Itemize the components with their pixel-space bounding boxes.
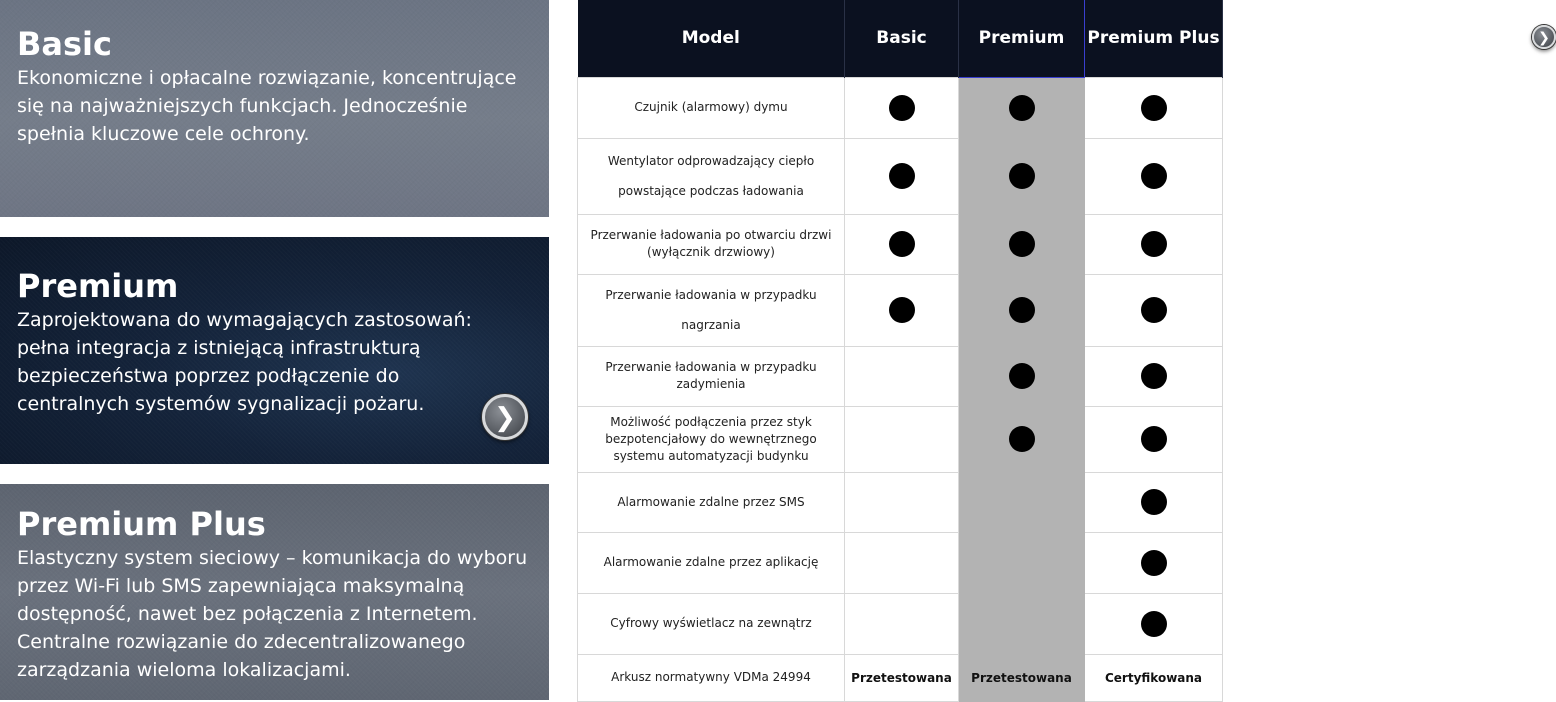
table-row <box>578 214 1223 274</box>
table-header-row <box>578 0 1223 77</box>
cell-premium <box>959 532 1085 593</box>
status-text: Przetestowana <box>971 670 1072 685</box>
feature-label: Przerwanie ładowania w przypadku zadymienia <box>578 346 845 406</box>
cell-plus <box>1085 214 1223 274</box>
cell-plus <box>1085 138 1223 214</box>
cell-premium <box>959 214 1085 274</box>
feature-label: Przerwanie ładowania po otwarciu drzwi (wyłącznik drzwiowy) <box>578 214 845 274</box>
cell-plus <box>1085 654 1223 701</box>
cell-plus <box>1085 274 1223 346</box>
comparison-table <box>577 0 1550 700</box>
cell-premium <box>959 138 1085 214</box>
table-row <box>578 406 1223 472</box>
filled-dot-icon <box>1141 363 1167 389</box>
cell-basic <box>845 472 959 532</box>
cell-plus <box>1085 77 1223 138</box>
cell-basic <box>845 346 959 406</box>
cell-premium <box>959 346 1085 406</box>
feature-label: Cyfrowy wyświetlacz na zewnątrz <box>578 593 845 654</box>
cell-premium <box>959 472 1085 532</box>
filled-dot-icon <box>1141 297 1167 323</box>
feature-label: Arkusz normatywny VDMa 24994 <box>578 654 845 701</box>
filled-dot-icon <box>1141 489 1167 515</box>
card-premium-plus-title: Premium Plus <box>17 505 266 543</box>
card-basic-title: Basic <box>17 25 112 63</box>
card-basic <box>0 0 549 217</box>
header-premium: Premium <box>959 0 1085 77</box>
chevron-right-icon: ❯ <box>1538 28 1550 45</box>
filled-dot-icon <box>1141 550 1167 576</box>
cell-basic <box>845 406 959 472</box>
filled-dot-icon <box>1009 297 1035 323</box>
cell-premium <box>959 274 1085 346</box>
table-row <box>578 346 1223 406</box>
table-row <box>578 77 1223 138</box>
table-row <box>578 274 1223 346</box>
filled-dot-icon <box>889 231 915 257</box>
feature-label: Alarmowanie zdalne przez aplikację <box>578 532 845 593</box>
filled-dot-icon <box>889 95 915 121</box>
header-premium-plus: Premium Plus <box>1085 0 1223 77</box>
filled-dot-icon <box>1141 163 1167 189</box>
card-premium-description: Zaprojektowana do wymagających zastosowań: pełna integracja z istniejącą infrastrukturą bezpieczeństwa poprzez podłączenie do centralnych systemów sygnalizacji pożaru. <box>17 309 472 415</box>
cell-premium <box>959 593 1085 654</box>
card-premium-title: Premium <box>17 267 179 305</box>
feature-label: Wentylator odprowadzający ciepło powstające podczas ładowania <box>578 138 845 214</box>
table-row <box>578 654 1223 701</box>
card-premium <box>0 237 549 464</box>
status-text: Certyfikowana <box>1104 670 1203 685</box>
table-row <box>578 532 1223 593</box>
filled-dot-icon <box>889 163 915 189</box>
cell-plus <box>1085 346 1223 406</box>
cursor-arrow-button[interactable] <box>1532 25 1556 49</box>
cell-premium <box>959 77 1085 138</box>
cell-basic <box>845 214 959 274</box>
filled-dot-icon <box>1141 231 1167 257</box>
filled-dot-icon <box>1141 426 1167 452</box>
filled-dot-icon <box>1009 163 1035 189</box>
cell-premium <box>959 406 1085 472</box>
filled-dot-icon <box>1009 231 1035 257</box>
card-basic-description: Ekonomiczne i opłacalne rozwiązanie, koncentrujące się na najważniejszych funkcjach. Jednocześnie spełnia kluczowe cele ochrony. <box>17 67 517 145</box>
card-premium-plus <box>0 484 549 700</box>
cell-plus <box>1085 532 1223 593</box>
filled-dot-icon <box>1141 611 1167 637</box>
cell-basic <box>845 274 959 346</box>
filled-dot-icon <box>1141 95 1167 121</box>
cell-basic <box>845 532 959 593</box>
cell-basic <box>845 77 959 138</box>
chevron-right-icon: ❯ <box>494 401 516 432</box>
cell-basic <box>845 138 959 214</box>
cell-plus <box>1085 406 1223 472</box>
cell-premium <box>959 654 1085 701</box>
filled-dot-icon <box>1009 426 1035 452</box>
feature-label: Alarmowanie zdalne przez SMS <box>578 472 845 532</box>
table-row <box>578 593 1223 654</box>
next-slide-button[interactable] <box>482 394 528 440</box>
filled-dot-icon <box>889 297 915 323</box>
cell-plus <box>1085 593 1223 654</box>
filled-dot-icon <box>1009 363 1035 389</box>
filled-dot-icon <box>1009 95 1035 121</box>
header-basic: Basic <box>845 0 959 77</box>
cell-basic <box>845 593 959 654</box>
feature-label: Możliwość podłączenia przez styk bezpotencjałowy do wewnętrznego systemu automatyzacji budynku <box>578 406 845 472</box>
cell-plus <box>1085 472 1223 532</box>
feature-label: Czujnik (alarmowy) dymu <box>578 77 845 138</box>
cell-basic <box>845 654 959 701</box>
table-row <box>578 472 1223 532</box>
feature-label: Przerwanie ładowania w przypadku nagrzania <box>578 274 845 346</box>
header-model: Model <box>578 0 845 77</box>
status-text: Przetestowana <box>851 670 952 685</box>
table-row <box>578 138 1223 214</box>
card-premium-plus-description: Elastyczny system sieciowy – komunikacja do wyboru przez Wi-Fi lub SMS zapewniająca maksymalną dostępność, nawet bez połączenia z Internetem. Centralne rozwiązanie do zdecentralizowanego zarządzania wieloma lokalizacjami. <box>17 547 528 681</box>
